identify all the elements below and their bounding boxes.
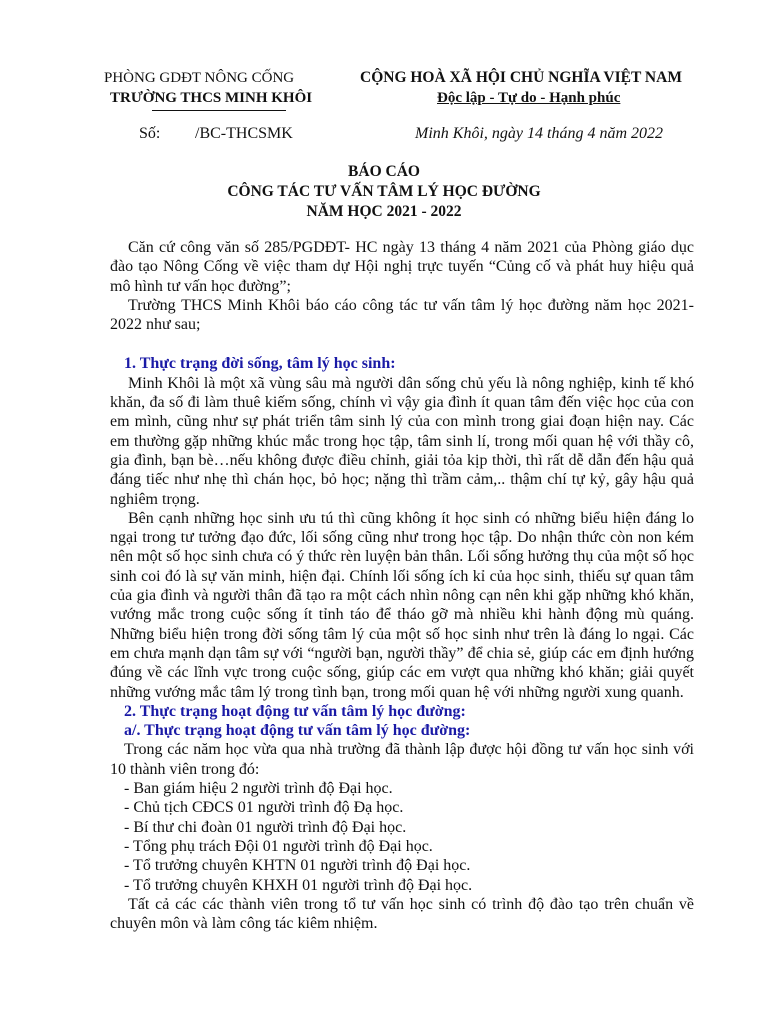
list-item: - Bí thư chi đoàn 01 người trình độ Đại học. [124,818,407,836]
intro-paragraph: Trường THCS Minh Khôi báo cáo công tác tư vấn tâm lý học đường năm học 2021- 2022 như sau; [110,296,694,334]
subsection-heading: a/. Thực trạng hoạt động tư vấn tâm lý học đường: [124,722,471,740]
list-item: - Tổng phụ trách Đội 01 người trình độ Đại học. [124,837,433,855]
list-item: - Ban giám hiệu 2 người trình độ Đại học. [124,780,393,798]
list-item: - Tổ trưởng chuyên KHTN 01 người trình độ Đại học. [124,857,471,875]
national-motto: Độc lập - Tự do - Hạnh phúc [437,90,621,106]
body-paragraph: Tất cả các các thành viên trong tổ tư vấn học sinh có trình độ đào tạo trên chuẩn về chuyên môn và làm công tác kiêm nhiệm. [110,895,694,933]
list-item: - Chủ tịch CĐCS 01 người trình độ Đạ học. [124,799,404,817]
section-heading: 2. Thực trạng hoạt động tư vấn tâm lý học đường: [124,702,466,720]
member-list [110,779,694,895]
country-name: CỘNG HOÀ XÃ HỘI CHỦ NGHĨA VIỆT NAM [360,69,682,86]
school-underline [152,110,286,111]
intro-paragraph: Căn cứ công văn số 285/PGDĐT- HC ngày 13 tháng 4 năm 2021 của Phòng giáo dục đào tạo Nông Cống về việc tham dự Hội nghị trực tuyến “Củng cố và phát huy hiệu quả mô hình tư vấn học đường”; [110,239,694,295]
report-body [110,238,694,933]
place-date: Minh Khôi, ngày 14 tháng 4 năm 2022 [415,125,663,142]
body-paragraph: Minh Khôi là một xã vùng sâu mà người dân sống chủ yếu là nông nghiệp, kinh tế khó khăn, đa số đi làm thuê kiếm sống, chính vì vậy gia đình ít quan tâm đến việc học của con em mình, cũng như sự phát triển tâm sinh lý của con mình trong giai đoạn hiện nay. Các em thường gặp những khúc mắc trong học tập, tâm sinh lí, trong mối quan hệ với thầy cô, gia đình, bạn bè…nếu không được điều chỉnh, giải tỏa kịp thời, thì rất dễ dẫn đến hậu quả đáng tiếc như nhẹ thì chán học, bỏ học; nặng thì trầm cảm,.. thậm chí tự kỷ, gây hậu quả nghiêm trọng. [110,374,694,508]
body-paragraph: Trong các năm học vừa qua nhà trường đã thành lập được hội đồng tư vấn học sinh với 10 thành viên trong đó: [110,741,694,778]
school-name: TRƯỜNG THCS MINH KHÔI [110,90,313,106]
document-number-code: /BC-THCSMK [195,125,293,142]
report-year: NĂM HỌC 2021 - 2022 [306,203,462,220]
document-number-label: Số: [139,125,161,142]
body-paragraph: Bên cạnh những học sinh ưu tú thì cũng không ít học sinh có những biểu hiện đáng lo ngại trong tư tưởng đạo đức, lối sống cũng như trong học tập. Do nhận thức còn non kém nên một số học sinh chưa có ý thức rèn luyện bản thân. Lối sống hưởng thụ của một số học sinh coi đó là sự văn minh, hiện đại. Chính lối sống ích kỉ của học sinh, thiếu sự quan tâm của gia đình và người thân đã tạo ra một cách nhìn nông cạn nên khi gặp những khó khăn, vướng mắc trong cuộc sống ít tỉnh táo để tháo gỡ mà nhiều khi hành động mù quáng. Những biểu hiện trong đời sống tâm lý của một số học sinh như trên là đáng lo ngại. Các em chưa mạnh dạn tâm sự với “người bạn, người thầy” để chia sẻ, giúp các em định hướng đúng về các lĩnh vực trong cuộc sống, giúp các em vượt qua những khó khăn; giải quyết những vướng mắc tâm lý trong tình bạn, trong mối quan hệ với những người xung quanh. [110,509,694,701]
report-subject: CÔNG TÁC TƯ VẤN TÂM LÝ HỌC ĐƯỜNG [227,183,541,200]
section-heading: 1. Thực trạng đời sống, tâm lý học sinh: [124,355,396,373]
department-name: PHÒNG GDĐT NÔNG CỐNG [104,70,295,86]
list-item: - Tổ trưởng chuyên KHXH 01 người trình độ Đại học. [124,876,473,894]
report-title: BÁO CÁO [348,163,420,180]
